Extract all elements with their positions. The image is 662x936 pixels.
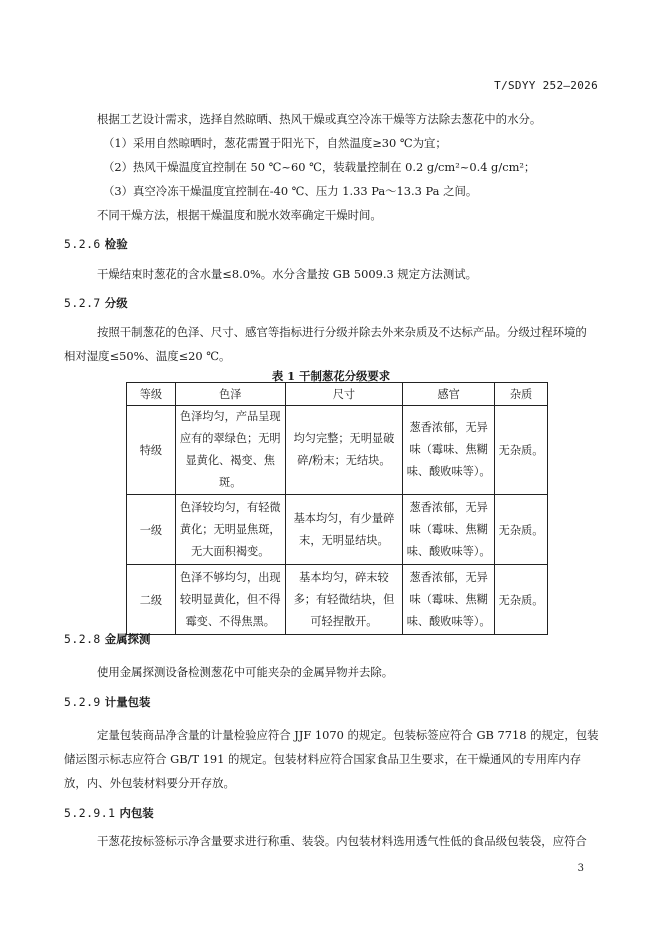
section-number: 5.2.9 (64, 695, 101, 709)
header-grade: 等级 (127, 383, 176, 406)
size-cell: 均匀完整；无明显破 碎/粉末；无结块。 (285, 406, 403, 495)
table-row (127, 495, 548, 565)
section-title: 分级 (104, 296, 128, 310)
header-size: 尺寸 (285, 383, 403, 406)
sense-cell: 葱香浓郁，无异 味（霉味、焦糊 味、酸败味等）。 (403, 565, 495, 635)
section-5-2-9-body-line-2: 储运图示标志应符合 GB/T 191 的规定。包装材料应符合国家食品卫生要求，在干燥通风的专用库内存 (64, 752, 582, 766)
section-5-2-6-heading (64, 236, 128, 252)
section-5-2-9-body-line-3: 放，内、外包装材料要分开存放。 (64, 776, 235, 790)
color-cell: 色泽均匀，产品呈现 应有的翠绿色；无明 显黄化、褐变、焦斑。 (175, 406, 285, 495)
drying-closing: 不同干燥方法，根据干燥温度和脱水效率确定干燥时间。 (97, 208, 382, 222)
section-5-2-8-heading (64, 631, 150, 647)
header-impurity: 杂质 (495, 383, 548, 406)
section-5-2-9-heading (64, 694, 150, 710)
section-5-2-7-body-line-2: 相对湿度≤50%、温度≤20 ℃。 (64, 349, 231, 363)
sense-cell: 葱香浓郁，无异 味（霉味、焦糊 味、酸败味等）。 (403, 406, 495, 495)
drying-intro: 根据工艺设计需求，选择自然晾晒、热风干燥或真空冷冻干燥等方法除去葱花中的水分。 (97, 112, 542, 126)
color-cell: 色泽不够均匀，出现 较明显黄化，但不得 霉变、不得焦黑。 (175, 565, 285, 635)
grade-cell: 二级 (127, 565, 176, 635)
section-number: 5.2.6 (64, 237, 101, 251)
section-number: 5.2.8 (64, 632, 101, 646)
table-row (127, 565, 548, 635)
section-5-2-8-body: 使用金属探测设备检测葱花中可能夹杂的金属异物并去除。 (97, 665, 394, 679)
section-5-2-9-body-line-1: 定量包装商品净含量的计量检验应符合 JJF 1070 的规定。包装标签应符合 GB 7718 的规定，包装 (97, 728, 599, 742)
color-cell: 色泽较均匀，有轻微 黄化；无明显焦斑， 无大面积褐变。 (175, 495, 285, 565)
drying-item-2: （2）热风干燥温度宜控制在 50 ℃~60 ℃，装载量控制在 0.2 g/cm²~0.4 g/cm²； (103, 160, 536, 174)
table-caption: 表 1 干制葱花分级要求 (271, 369, 391, 383)
section-number: 5.2.9.1 (64, 806, 116, 820)
impurity-cell: 无杂质。 (495, 565, 548, 635)
section-5-2-6-body: 干燥结束时葱花的含水量≤8.0%。水分含量按 GB 5009.3 规定方法测试。 (97, 267, 478, 281)
header-color: 色泽 (175, 383, 285, 406)
section-5-2-9-1-heading (64, 805, 154, 821)
section-number: 5.2.7 (64, 296, 101, 310)
section-title: 内包装 (119, 806, 154, 820)
section-title: 检验 (104, 237, 128, 251)
impurity-cell: 无杂质。 (495, 495, 548, 565)
page-number: 3 (577, 863, 584, 874)
document-number: T/SDYY 252—2026 (494, 79, 598, 92)
sense-cell: 葱香浓郁，无异 味（霉味、焦糊 味、酸败味等）。 (403, 495, 495, 565)
table-row (127, 406, 548, 495)
impurity-cell: 无杂质。 (495, 406, 548, 495)
drying-item-1: （1）采用自然晾晒时，葱花需置于阳光下，自然温度≥30 ℃为宜； (103, 136, 447, 150)
grade-cell: 一级 (127, 495, 176, 565)
section-5-2-9-1-body: 干葱花按标签标示净含量要求进行称重、装袋。内包装材料选用透气性低的食品级包装袋，应符合 (97, 834, 587, 848)
size-cell: 基本均匀，有少量碎 末，无明显结块。 (285, 495, 403, 565)
table-header-row (127, 383, 548, 406)
section-title: 计量包装 (104, 695, 151, 709)
section-5-2-7-heading (64, 295, 128, 311)
drying-item-3: （3）真空冷冻干燥温度宜控制在-40 ℃、压力 1.33 Pa～13.3 Pa 之间。 (103, 184, 478, 198)
grade-cell: 特级 (127, 406, 176, 495)
header-sense: 感官 (403, 383, 495, 406)
section-5-2-7-body-line-1: 按照干制葱花的色泽、尺寸、感官等指标进行分级并除去外来杂质及不达标产品。分级过程环境的 (97, 325, 587, 339)
section-title: 金属探测 (104, 632, 151, 646)
grading-table (126, 382, 548, 635)
size-cell: 基本均匀，碎末较 多；有轻微结块，但 可轻捏散开。 (285, 565, 403, 635)
